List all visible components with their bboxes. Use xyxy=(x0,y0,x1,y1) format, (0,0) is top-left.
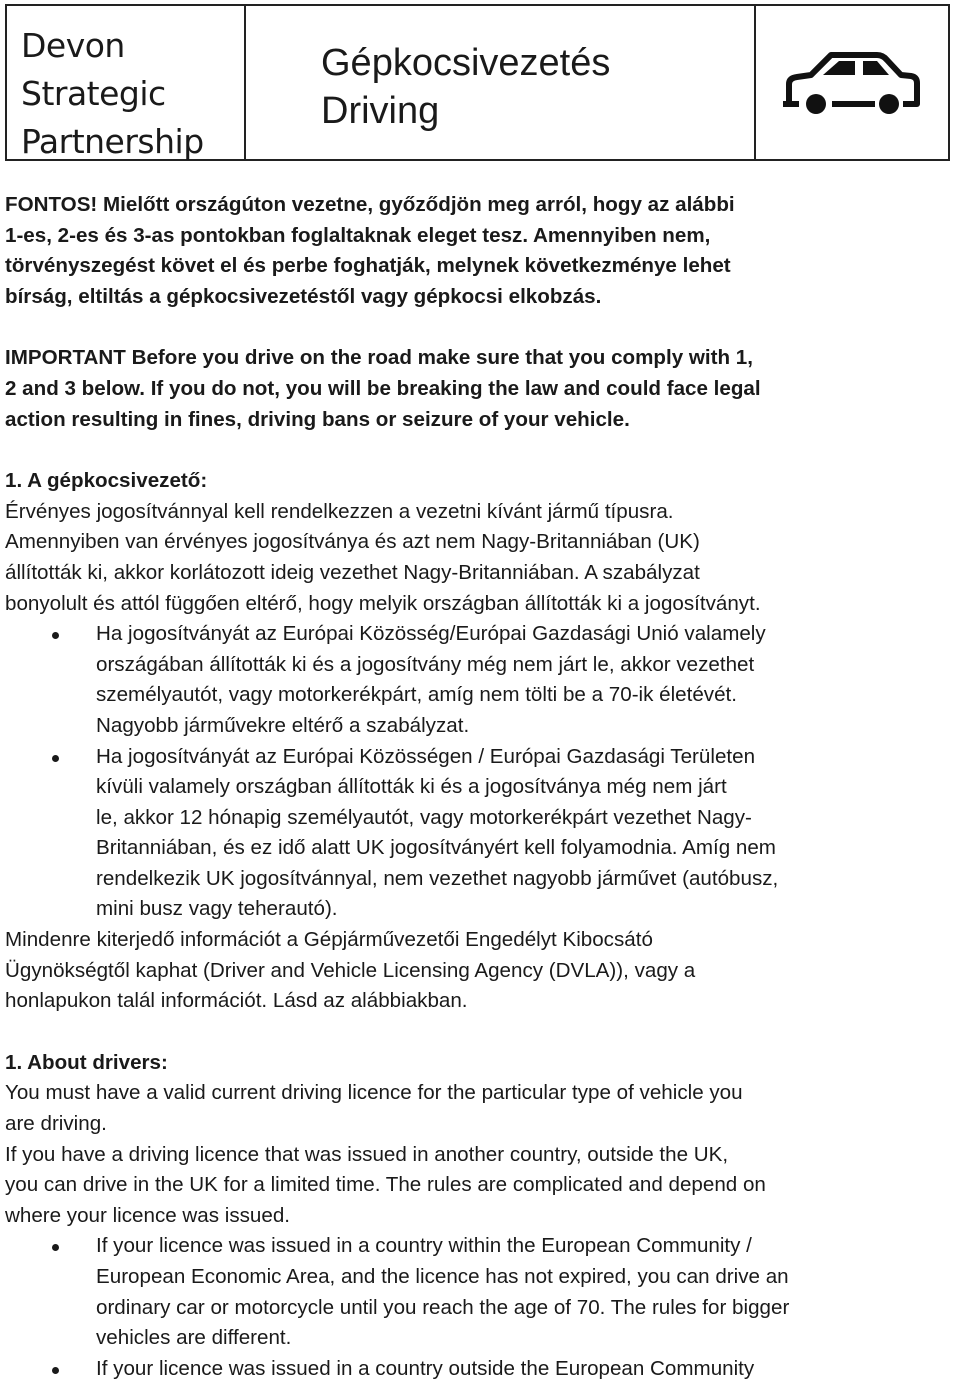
hu-outro-line: honlapukon talál információt. Lásd az alábbiakban. xyxy=(5,989,468,1013)
list-item: If your licence was issued in a country outside the European Community xyxy=(5,1354,950,1385)
hu-warning-line: bírság, eltiltás a gépkocsivezetéstől vagy gépkocsi elkobzás. xyxy=(5,284,602,308)
en-bullet-list xyxy=(5,1231,950,1384)
hu-warning-line: törvényszegést követ el és perbe foghatják, melynek következménye lehet xyxy=(5,254,731,278)
en-warning xyxy=(5,343,950,435)
hu-outro-line: Mindenre kiterjedő információt a Gépjárművezetői Engedélyt Kibocsátó xyxy=(5,928,653,952)
en-warning-line: IMPORTANT Before you drive on the road make sure that you comply with 1, xyxy=(5,346,753,370)
hu-warning-line: FONTOS! Mielőtt országúton vezetne, győződjön meg arról, hogy az alábbi xyxy=(5,193,735,216)
org-line-1: Devon xyxy=(21,26,125,65)
hu-intro-line: Amennyiben van érvényes jogosítványa és azt nem Nagy-Britanniában (UK) xyxy=(5,530,700,554)
en-intro-line: you can drive in the UK for a limited time. The rules are complicated and depend on xyxy=(5,1173,766,1197)
en-warning-line: 2 and 3 below. If you do not, you will be breaking the law and could face legal xyxy=(5,376,761,400)
icon-cell xyxy=(756,6,948,159)
en-intro-line: are driving. xyxy=(5,1112,107,1136)
organization-name xyxy=(7,6,246,159)
document-body xyxy=(5,190,950,1384)
bullet-icon xyxy=(52,632,59,639)
title-english: Driving xyxy=(321,90,440,132)
title-hungarian: Gépkocsivezetés xyxy=(321,42,611,84)
hu-intro-line: állították ki, akkor korlátozott ideig vezethet Nagy-Britanniában. A szabályzat xyxy=(5,560,700,584)
list-item: Ha jogosítványát az Európai Közösségen / Európai Gazdasági Területen kívüli valamely országban állították ki és a jogosítványa még nem járt le, akkor 12 hónapig személyautót, vagy motorkerékpárt vezethet Nagy- Britanniában, és ez idő alatt UK jogosítványért kell folyamodnia. Amíg nem rendelkezik UK jogosítvánnyal, nem vezethet nagyobb járművet (autóbusz, mini busz vagy teherautó). xyxy=(5,742,950,926)
en-warning-line: action resulting in fines, driving bans or seizure of your vehicle. xyxy=(5,407,630,431)
bullet-icon xyxy=(52,1244,59,1251)
list-item: If your licence was issued in a country within the European Community / European Economic Area, and the licence has not expired, you can drive an ordinary car or motorcycle until you reach the age of 70. The rules for bigger vehicles are different. xyxy=(5,1231,950,1353)
hu-warning-line: 1-es, 2-es és 3-as pontokban foglaltaknak eleget tesz. Amennyiben nem, xyxy=(5,223,711,247)
org-line-3: Partnership xyxy=(21,122,204,161)
hu-section-title: 1. A gépkocsivezető: xyxy=(5,469,208,493)
org-line-2: Strategic xyxy=(21,74,166,113)
hu-bullet-list xyxy=(5,619,950,925)
header-table xyxy=(5,4,950,161)
en-intro-line: If you have a driving licence that was issued in another country, outside the UK, xyxy=(5,1142,729,1166)
hu-warning xyxy=(5,190,950,312)
list-item: Ha jogosítványát az Európai Közösség/Európai Gazdasági Unió valamely országában állították ki és a jogosítvány még nem járt le, akkor vezethet személyautót, vagy motorkerékpárt, amíg nem tölti be a 70-ik életévét. Nagyobb járművekre eltérő a szabályzat. xyxy=(5,619,950,741)
hu-intro xyxy=(5,497,950,619)
hu-intro-line: Érvényes jogosítvánnyal kell rendelkezzen a vezetni kívánt jármű típusra. xyxy=(5,499,674,523)
hu-intro-line: bonyolult és attól függően eltérő, hogy melyik országban állították ki a jogosítványt. xyxy=(5,591,761,615)
bullet-icon xyxy=(52,755,59,762)
hu-outro xyxy=(5,925,950,1017)
en-intro xyxy=(5,1078,950,1231)
en-intro-line: You must have a valid current driving licence for the particular type of vehicle you xyxy=(5,1081,743,1105)
page-title xyxy=(246,6,756,159)
bullet-icon xyxy=(52,1367,59,1374)
en-intro-line: where your licence was issued. xyxy=(5,1203,291,1227)
en-section-title: 1. About drivers: xyxy=(5,1050,168,1074)
hu-outro-line: Ügynökségtől kaphat (Driver and Vehicle Licensing Agency (DVLA)), vagy a xyxy=(5,958,696,982)
car-icon xyxy=(777,48,927,118)
